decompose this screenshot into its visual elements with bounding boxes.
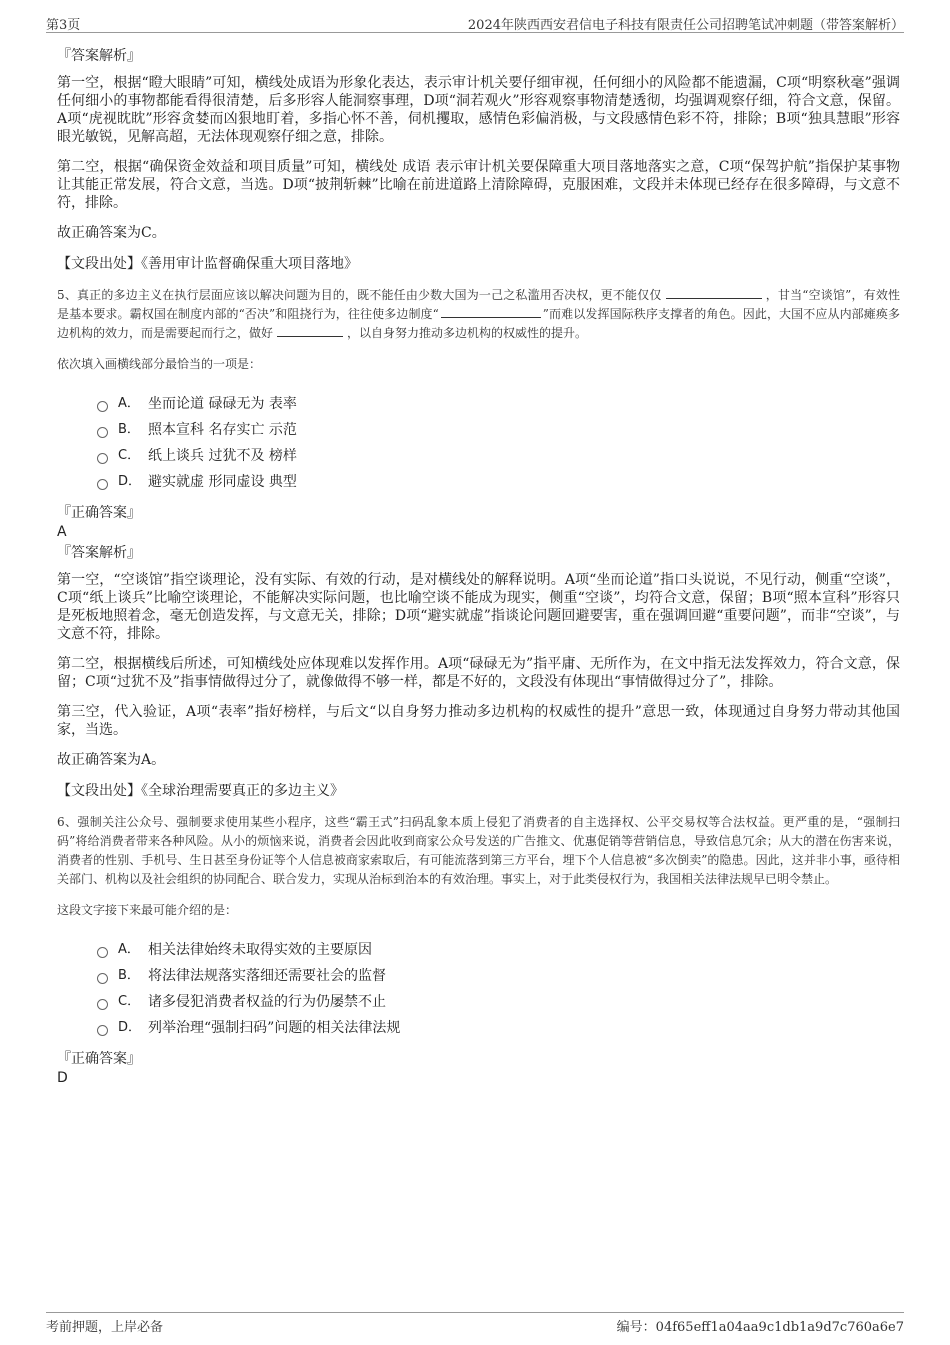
fill-blank — [441, 305, 541, 318]
fill-blank — [277, 324, 343, 337]
question-text-part: ，甘当“空谈馆”，有效性是基本要求。霸权国在制度内部的“否决”和阻挠行为，往往使多边制度“ — [57, 288, 900, 321]
option-text: 坐而论道 碌碌无为 表率 — [148, 396, 297, 412]
question-prompt: 依次填入画横线部分最恰当的一项是： — [57, 357, 262, 371]
correct-answer: A — [57, 524, 67, 540]
analysis-paragraph: 第一空，根据“瞪大眼睛”可知，横线处成语为形象化表达，表示审计机关要仔细审视，任何细小的风险都不能遗漏，C项“明察秋毫”强调任何细小的事物都能看得很清楚，后多形容人能洞察事理，D项“洞若观火”形容观察事物清楚透彻，均强调观察仔细，符合文意，保留。A项“虎视眈眈”形容贪婪而凶狠地盯着，多指心怀不善，伺机攫取，感情色彩偏消极，与文段感情色彩不符，排除；B项“独具慧眼”形容眼光敏锐，见解高超，无法体现观察仔细之意，排除。 — [57, 75, 900, 145]
question-text-part: ，以自身努力推动多边机构的权威性的提升。 — [347, 326, 588, 340]
option-letter: B． — [118, 422, 140, 437]
radio-icon[interactable] — [97, 973, 108, 984]
source-citation: 【文段出处】《全球治理需要真正的多边主义》 — [57, 783, 344, 799]
radio-icon[interactable] — [97, 427, 108, 438]
analysis-label: 『答案解析』 — [57, 48, 141, 64]
question-6-text: 6、强制关注公众号、强制要求使用某些小程序，这些“霸王式”扫码乱象本质上侵犯了消费者的自主选择权、公平交易权等合法权益。更严重的是，“强制扫码”将给消费者带来各种风险。从小的烦恼来说，消费者会因此收到商家公众号发送的广告推文、优惠促销等营销信息，导致信息冗余；从大的潜在伤害来说，消费者的性别、手机号、生日甚至身份证等个人信息被商家索取后，有可能流落到第三方平台，埋下个人信息被“多次倒卖”的隐患。因此，这并非小事，亟待相关部门、机构以及社会组织的协同配合、联合发力，实现从治标到治本的有效治理。事实上，对于此类侵权行为，我国相关法律法规早已明令禁止。 — [57, 815, 900, 886]
radio-icon[interactable] — [97, 401, 108, 412]
option-letter: A． — [118, 396, 140, 411]
radio-icon[interactable] — [97, 1025, 108, 1036]
analysis-conclusion: 故正确答案为C。 — [57, 225, 166, 241]
analysis-conclusion: 故正确答案为A。 — [57, 752, 166, 768]
radio-icon[interactable] — [97, 947, 108, 958]
question-prompt: 这段文字接下来最可能介绍的是： — [57, 903, 238, 917]
radio-icon[interactable] — [97, 999, 108, 1010]
option-text: 将法律法规落实落细还需要社会的监督 — [148, 968, 386, 984]
document-title: 2024年陕西西安君信电子科技有限责任公司招聘笔试冲刺题（带答案解析） — [467, 18, 904, 33]
correct-answer-label: 『正确答案』 — [57, 505, 141, 521]
option-b[interactable] — [97, 963, 900, 989]
page-number: 第3页 — [46, 18, 81, 33]
correct-answer-label: 『正确答案』 — [57, 1051, 141, 1067]
footer-document-id: 编号：04f65eff1a04aa9c1db1a9d7c760a6e7 — [616, 1320, 904, 1335]
option-text: 照本宣科 名存实亡 示范 — [148, 422, 297, 438]
analysis-label: 『答案解析』 — [57, 545, 141, 561]
option-b[interactable] — [97, 417, 900, 443]
question-text-part: ”而难以发挥国际秩序支撑者的角色。因此，大国不应从内部瘫痪多边机构的效力，而是需要起而行之，做好 — [57, 307, 900, 340]
radio-icon[interactable] — [97, 453, 108, 464]
option-a[interactable] — [97, 391, 900, 417]
question-5-text — [57, 286, 900, 343]
option-letter: C． — [118, 994, 141, 1009]
question-5-options — [97, 391, 900, 495]
option-text: 避实就虚 形同虚设 典型 — [148, 474, 297, 490]
option-d[interactable] — [97, 1015, 900, 1041]
option-c[interactable] — [97, 989, 900, 1015]
option-letter: D． — [118, 474, 142, 489]
option-text: 纸上谈兵 过犹不及 榜样 — [148, 448, 297, 464]
analysis-paragraph: 第一空，“空谈馆”指空谈理论，没有实际、有效的行动，是对横线处的解释说明。A项“坐而论道”指口头说说，不见行动，侧重“空谈”，C项“纸上谈兵”比喻空谈理论，不能解决实际问题，也比喻空谈不能成为现实，侧重“空谈”，均符合文意，保留；B项“照本宣科”形容只是死板地照着念，毫无创造发挥，与文意无关，排除；D项“避实就虚”指谈论问题回避要害，重在强调回避“重要问题”，而非“空谈”，与文意不符，排除。 — [57, 572, 900, 642]
option-text: 列举治理“强制扫码”问题的相关法律法规 — [148, 1020, 401, 1036]
page-header — [46, 12, 904, 33]
fill-blank — [666, 286, 762, 299]
question-6-options — [97, 937, 900, 1041]
correct-answer: D — [57, 1070, 68, 1086]
analysis-paragraph: 第二空，根据“确保资金效益和项目质量”可知，横线处 成语 表示审计机关要保障重大项目落地落实之意，C项“保驾护航”指保护某事物让其能正常发展，符合文意，当选。D项“披荆斩棘”比喻在前进道路上清除障碍，克服困难，文段并未体现已经存在很多障碍，与文意不符，排除。 — [57, 159, 900, 211]
analysis-paragraph: 第三空，代入验证，A项“表率”指好榜样，与后文“以自身努力推动多边机构的权威性的提升”意思一致，体现通过自身努力带动其他国家，当选。 — [57, 704, 900, 738]
source-citation: 【文段出处】《善用审计监督确保重大项目落地》 — [57, 256, 358, 272]
option-text: 相关法律始终未取得实效的主要原因 — [148, 942, 372, 958]
option-text: 诸多侵犯消费者权益的行为仍屡禁不止 — [148, 994, 386, 1010]
option-letter: C． — [118, 448, 141, 463]
analysis-paragraph: 第二空，根据横线后所述，可知横线处应体现难以发挥作用。A项“碌碌无为”指平庸、无所作为，在文中指无法发挥效力，符合文意，保留；C项“过犹不及”指事情做得过分了，就像做得不够一样，都是不好的，文段没有体现出“事情做得过分了”，排除。 — [57, 656, 900, 690]
option-a[interactable] — [97, 937, 900, 963]
option-c[interactable] — [97, 443, 900, 469]
page-footer — [46, 1312, 904, 1335]
option-letter: A． — [118, 942, 140, 957]
radio-icon[interactable] — [97, 479, 108, 490]
option-letter: D． — [118, 1020, 142, 1035]
option-d[interactable] — [97, 469, 900, 495]
question-text-part: 5、真正的多边主义在执行层面应该以解决问题为目的，既不能任由少数大国为一己之私滥用否决权，更不能仅仅 — [57, 288, 662, 302]
option-letter: B． — [118, 968, 140, 983]
page-content — [57, 46, 900, 1089]
footer-slogan: 考前押题，上岸必备 — [46, 1320, 164, 1335]
